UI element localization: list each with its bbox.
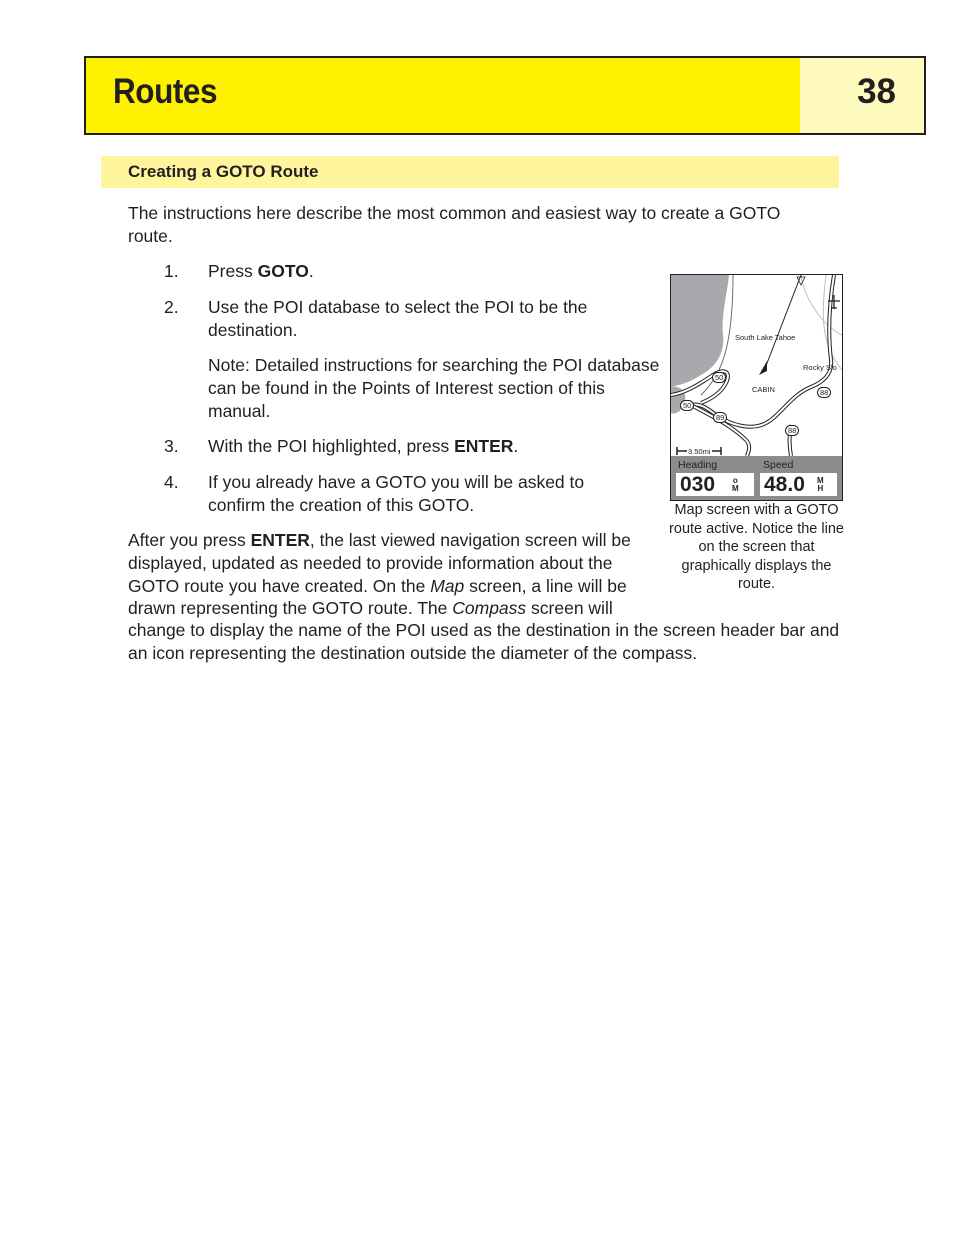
page-number-box [800,58,924,133]
step-text-2: Use the POI database to select the POI to be the destination. [208,297,588,340]
speed-unit: M H [817,476,824,493]
map-screen-figure [670,274,843,501]
step-note: Note: Detailed instructions for searching the POI database can be found in the Points of Interest section of this manual. [208,355,660,421]
step-number-4: 4. [164,472,179,492]
speed-box [760,473,837,496]
step-number-2: 2. [164,297,179,317]
map-scale-label: 3.50mi [688,447,711,456]
route-shield-89: 89 [713,412,727,423]
map-label-town: Rocky Slo [803,363,837,372]
heading-value: 030 [680,473,716,496]
map-label-town: South Lake Tahoe [735,333,796,342]
heading-label: Heading [678,459,718,471]
chapter-header [84,56,926,135]
section-heading-bar [101,156,839,188]
step-text-1: Press GOTO. [208,261,314,281]
speed-label: Speed [763,459,794,471]
heading-box [676,473,754,496]
after-paragraph: After you press ENTER, the last viewed navigation screen will be displayed, updated as needed to provide information about the GOTO route you have created. On the Map screen, a line will be drawn representing the GOTO route. The Compass screen will [128,530,631,619]
after-paragraph-continued: change to display the name of the POI used as the destination in the screen header bar and an icon representing the destination outside the diameter of the compass. [128,620,840,663]
chapter-title: Routes [113,72,218,111]
goto-route-line [764,275,801,371]
status-bar [671,456,842,500]
step-text-3: With the POI highlighted, press ENTER. [208,436,519,456]
route-shield-88: 88 [785,425,799,436]
section-title: Creating a GOTO Route [128,162,319,181]
map-label-poi: CABIN [752,385,775,394]
road-line [801,275,842,335]
figure-caption: Map screen with a GOTO route active. Notice the line on the screen that graphically displays the route. [669,502,844,592]
route-shield-50: 50 [712,372,726,383]
step-number-1: 1. [164,261,179,281]
intro-paragraph: The instructions here describe the most common and easiest way to create a GOTO route. [128,203,781,246]
speed-value: 48.0 [764,473,805,496]
route-shield-88: 88 [817,387,831,398]
page-number: 38 [857,72,896,111]
heading-unit: o M [732,476,739,493]
route-shield-50: 50 [680,400,694,411]
step-number-3: 3. [164,436,179,456]
vessel-arrow-icon [759,361,767,375]
step-text-4: If you already have a GOTO you will be asked to confirm the creation of this GOTO. [208,472,585,515]
